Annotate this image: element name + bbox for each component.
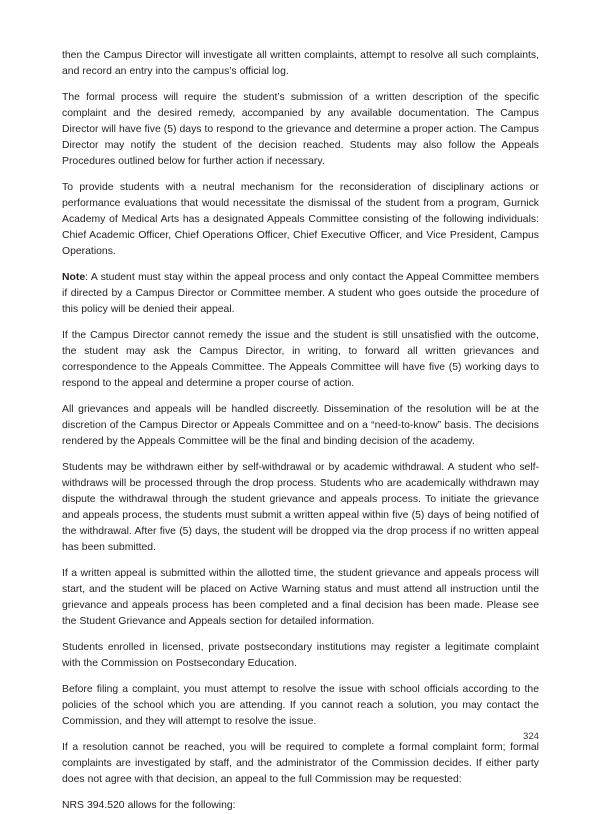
paragraph-1: then the Campus Director will investigate all written complaints, attempt to resolve all such complaints, and record an entry into the campus’s official log. [62, 50, 539, 77]
note-label: Note [62, 272, 86, 283]
paragraph-12-nrs-reference: NRS 394.520 allows for the following: [62, 800, 236, 811]
paragraph-10: Before filing a complaint, you must attempt to resolve the issue with school officials according to the policies of the school which you are attending. If you cannot reach a solution, you may contact the Commission, and they will attempt to resolve the issue. [62, 684, 539, 727]
document-body [62, 48, 539, 814]
paragraph-3: To provide students with a neutral mechanism for the reconsideration of disciplinary actions or performance evaluations that would necessitate the dismissal of the student from a program, Gurnick Academy of Medical Arts has a designated Appeals Committee consisting of the following individuals: Chief Academic Officer, Chief Operations Officer, Chief Executive Officer, and Vice President, Campus Operations. [62, 182, 539, 257]
paragraph-6: All grievances and appeals will be handled discreetly. Dissemination of the resolution will be at the discretion of the Campus Director or Appeals Committee and on a “need-to-know” basis. The decisions rendered by the Appeals Committee will be the final and binding decision of the academy. [62, 404, 539, 447]
page-number: 324 [522, 731, 539, 742]
paragraph-4-note [62, 270, 539, 318]
paragraph-2: The formal process will require the student’s submission of a written description of the specific complaint and the desired remedy, accompanied by any available documentation. The Campus Director will have five (5) days to respond to the grievance and determine a proper action. The Campus Director may notify the student of the decision reached. Students may also follow the Appeals Procedures outlined below for further action if necessary. [62, 92, 539, 167]
note-text: : A student must stay within the appeal process and only contact the Appeal Committee members if directed by a Campus Director or Committee member. A student who goes outside the procedure of this policy will be denied their appeal. [62, 272, 539, 315]
paragraph-11: If a resolution cannot be reached, you will be required to complete a formal complaint form; formal complaints are investigated by staff, and the administrator of the Commission decides. If either party does not agree with that decision, an appeal to the full Commission may be requested: [62, 742, 539, 785]
paragraph-5: If the Campus Director cannot remedy the issue and the student is still unsatisfied with the outcome, the student may ask the Campus Director, in writing, to forward all written grievances and correspondence to the Appeals Committee. The Appeals Committee will have five (5) working days to respond to the appeal and determine a proper course of action. [62, 330, 539, 389]
paragraph-8: If a written appeal is submitted within the allotted time, the student grievance and appeals process will start, and the student will be placed on Active Warning status and must attend all instruction until the grievance and appeals process has been completed and a final decision has been made. Please see the Student Grievance and Appeals section for detailed information. [62, 568, 539, 627]
paragraph-9: Students enrolled in licensed, private postsecondary institutions may register a legitimate complaint with the Commission on Postsecondary Education. [62, 642, 539, 669]
paragraph-7: Students may be withdrawn either by self-withdrawal or by academic withdrawal. A student who self-withdraws will be processed through the drop process. Students who are academically withdrawn may dispute the withdrawal through the student grievance and appeals process. To initiate the grievance and appeals process, the students must submit a written appeal within five (5) days of being notified of the withdrawal. After five (5) days, the student will be dropped via the drop process if no written appeal has been submitted. [62, 462, 539, 553]
